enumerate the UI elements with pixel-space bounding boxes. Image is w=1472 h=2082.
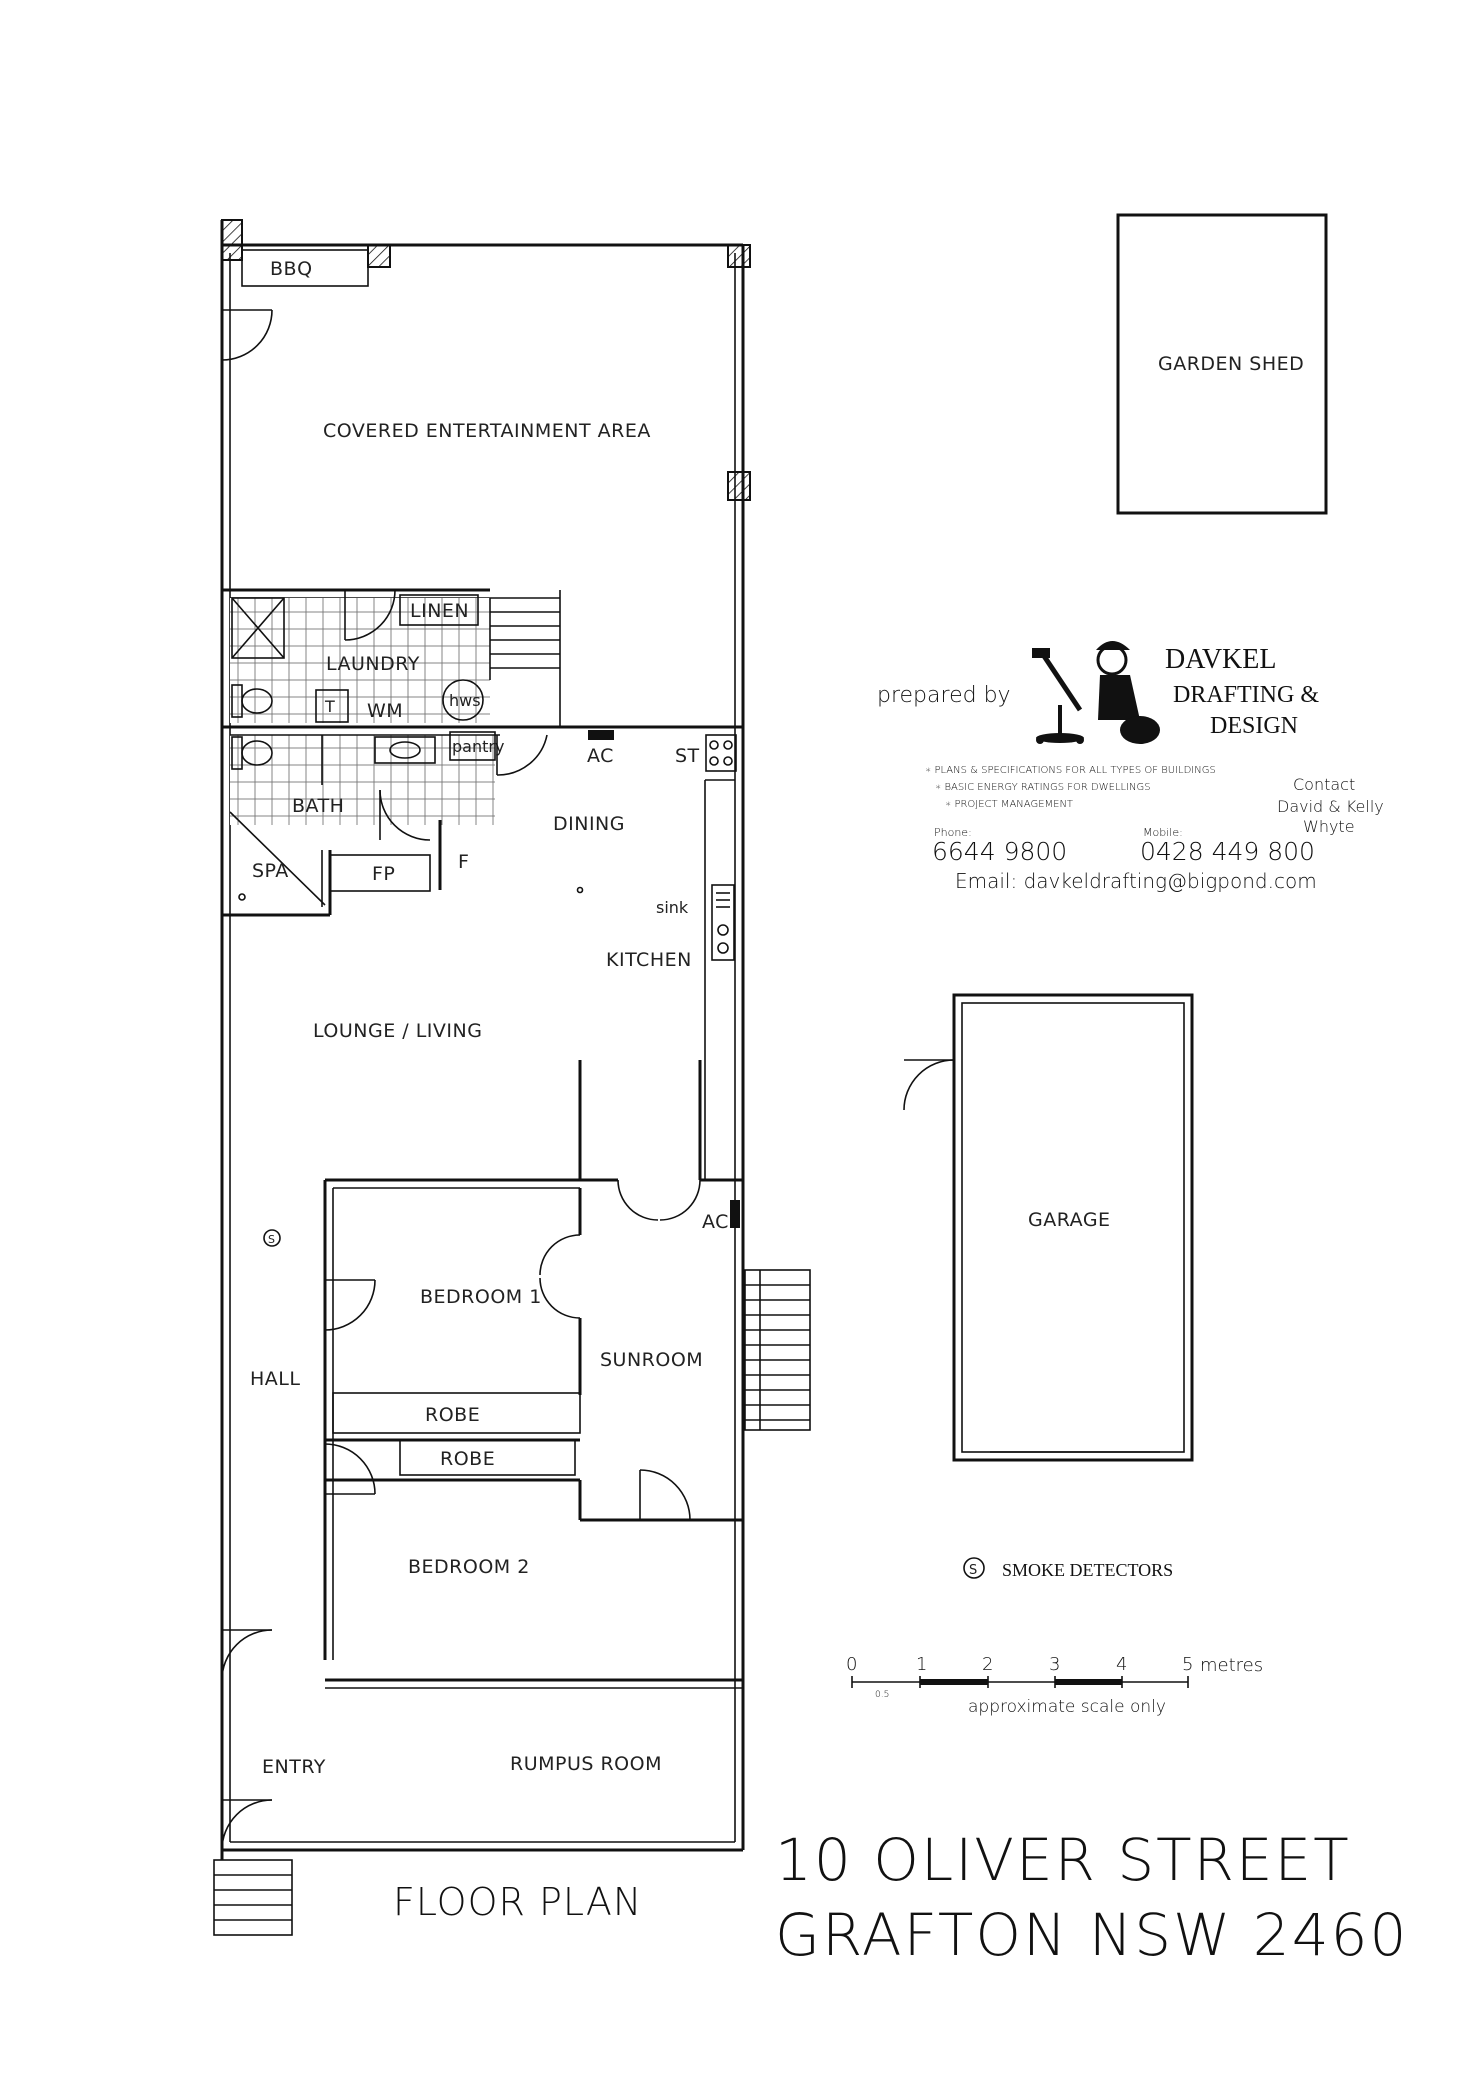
- wet-area: [222, 590, 560, 905]
- scale-note: approximate scale only: [968, 1697, 1166, 1717]
- covered-entertainment-label: COVERED ENTERTAINMENT AREA: [323, 420, 651, 442]
- house-outline: [222, 220, 743, 1860]
- service-1: ∗ PLANS & SPECIFICATIONS FOR ALL TYPES OF BUILDINGS: [925, 765, 1216, 776]
- svg-text:0: 0: [846, 1654, 858, 1675]
- fp-label: FP: [372, 863, 396, 885]
- sunroom-ac-label: AC: [702, 1211, 729, 1233]
- scale-bar: [846, 1654, 1263, 1717]
- stove-label: ST: [675, 745, 700, 767]
- company-name-3: DESIGN: [1210, 713, 1298, 739]
- prepared-by: prepared by: [877, 683, 1011, 708]
- bbq-label: BBQ: [270, 258, 313, 280]
- service-2: ∗ BASIC ENERGY RATINGS FOR DWELLINGS: [935, 782, 1151, 793]
- bedroom2-label: BEDROOM 2: [408, 1556, 530, 1578]
- kitchen-label: KITCHEN: [606, 949, 692, 971]
- smoke-legend-symbol: S: [969, 1563, 978, 1578]
- company-name-1: DAVKEL: [1165, 644, 1277, 675]
- floor-plan-title: FLOOR PLAN: [393, 1880, 643, 1924]
- smoke-legend: [964, 1558, 1173, 1580]
- garage-label: GARAGE: [1028, 1209, 1111, 1231]
- svg-text:0.5: 0.5: [875, 1690, 890, 1700]
- address-line-2: GRAFTON NSW 2460: [775, 1901, 1409, 1969]
- svg-text:S: S: [268, 1233, 275, 1246]
- f-label: F: [458, 851, 470, 873]
- company-name-2: DRAFTING &: [1173, 682, 1320, 708]
- address-line-1: 10 OLIVER STREET: [775, 1826, 1351, 1894]
- garage: [904, 995, 1192, 1460]
- hall-label: HALL: [250, 1368, 301, 1390]
- bath-label: BATH: [292, 795, 345, 817]
- dining-label: DINING: [553, 813, 625, 835]
- svg-text:5: 5: [1182, 1654, 1194, 1675]
- smoke-legend-label: SMOKE DETECTORS: [1002, 1560, 1174, 1580]
- contact-label: Contact: [1293, 775, 1356, 794]
- service-3: ∗ PROJECT MANAGEMENT: [945, 799, 1074, 810]
- pantry-label: pantry: [452, 737, 505, 756]
- svg-text:T: T: [325, 697, 335, 716]
- linen-label: LINEN: [410, 600, 470, 622]
- laundry-label: LAUNDRY: [326, 653, 420, 675]
- rumpus-label: RUMPUS ROOM: [510, 1753, 662, 1775]
- sunroom-area: [580, 1180, 810, 1520]
- smoke-detector-hall: [264, 1230, 280, 1246]
- svg-text:2: 2: [982, 1654, 994, 1675]
- sunroom-label: SUNROOM: [600, 1349, 704, 1371]
- svg-text:4: 4: [1116, 1654, 1128, 1675]
- robe2-label: ROBE: [440, 1448, 496, 1470]
- lounge-living-label: LOUNGE / LIVING: [313, 1020, 483, 1042]
- spa-area: [222, 820, 469, 915]
- bedroom1-label: BEDROOM 1: [420, 1286, 542, 1308]
- svg-text:3: 3: [1049, 1654, 1061, 1675]
- bedroom-block: [325, 1180, 743, 1688]
- draftsman-logo-icon: [1032, 641, 1160, 744]
- spa-label: SPA: [252, 860, 289, 882]
- phone-number: 6644 9800: [932, 837, 1068, 866]
- mobile-label: Mobile:: [1143, 826, 1183, 839]
- contact-names-1: David & Kelly: [1277, 797, 1384, 816]
- scale-unit: metres: [1200, 1655, 1264, 1676]
- robe1-label: ROBE: [425, 1404, 481, 1426]
- garden-shed-label: GARDEN SHED: [1158, 353, 1305, 375]
- hws-label: hws: [449, 691, 481, 710]
- mobile-number: 0428 449 800: [1140, 837, 1315, 866]
- company-block: [877, 641, 1384, 893]
- sink-label: sink: [656, 898, 689, 917]
- contact-names-2: Whyte: [1303, 817, 1355, 836]
- entry-label: ENTRY: [262, 1756, 326, 1778]
- email: Email: davkeldrafting@bigpond.com: [955, 869, 1317, 893]
- svg-text:1: 1: [916, 1654, 928, 1675]
- dining-ac-label: AC: [587, 745, 614, 767]
- phone-label: Phone:: [934, 826, 972, 839]
- laundry-steps: [490, 590, 560, 727]
- bbq-bench: [242, 250, 368, 286]
- wm-label: WM: [367, 700, 404, 722]
- garden-shed: [1118, 215, 1326, 513]
